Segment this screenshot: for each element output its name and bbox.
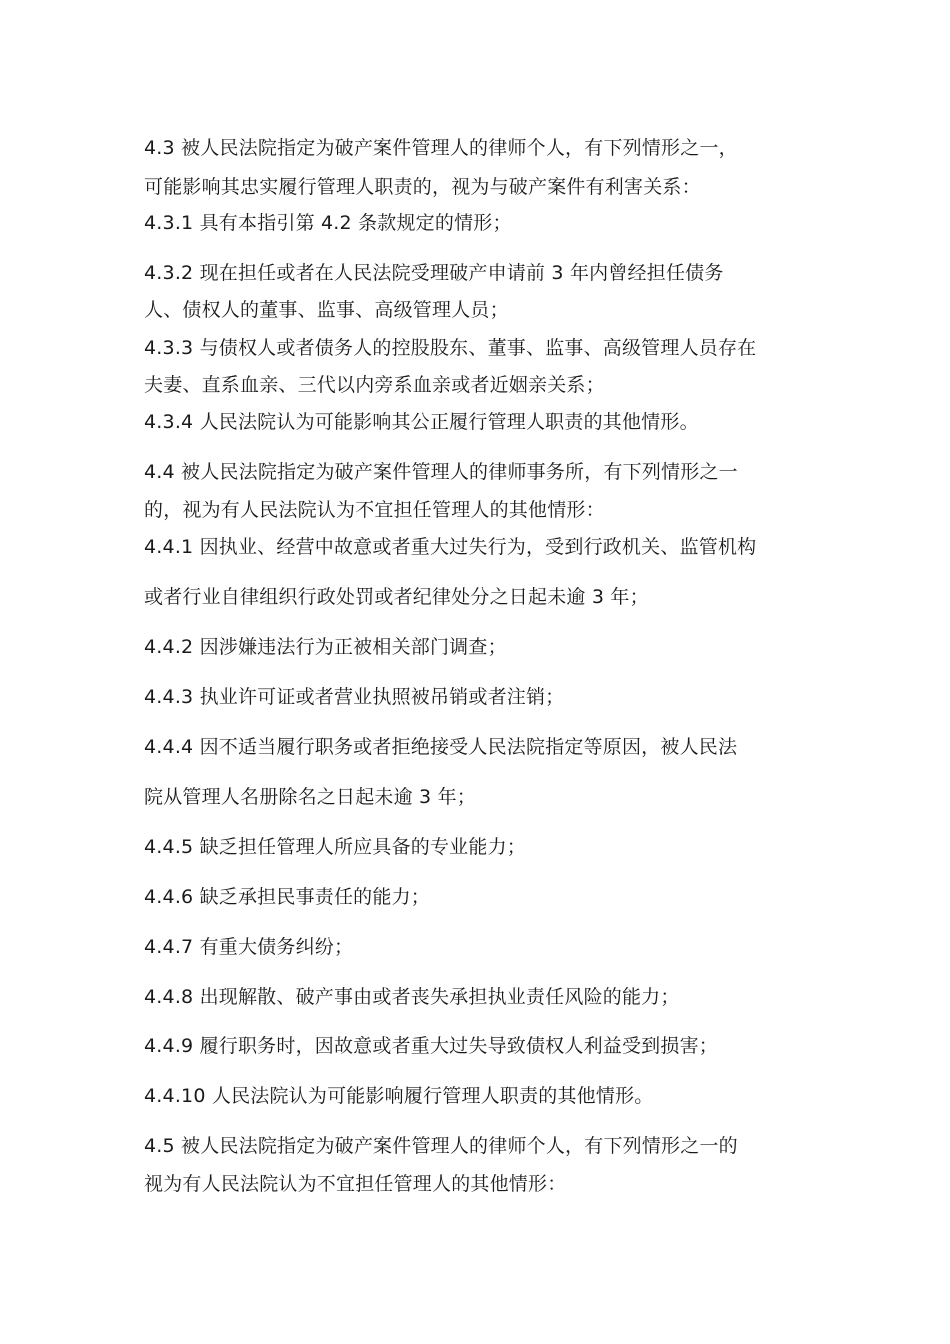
paragraph-line: 4.4.1 因执业、经营中故意或者重大过失行为，受到行政机关、监管机构 — [144, 536, 757, 558]
paragraph-line: 4.4.4 因不适当履行职务或者拒绝接受人民法院指定等原因，被人民法 — [144, 736, 738, 758]
paragraph-line: 4.4.9 履行职务时，因故意或者重大过失导致债权人利益受到损害； — [144, 1035, 718, 1057]
paragraph-line: 4.4.7 有重大债务纠纷； — [144, 936, 354, 958]
paragraph-line: 人、债权人的董事、监事、高级管理人员； — [144, 299, 509, 321]
paragraph-line: 视为有人民法院认为不宜担任管理人的其他情形： — [144, 1173, 567, 1195]
paragraph-line: 4.4.8 出现解散、破产事由或者丧失承担执业责任风险的能力； — [144, 986, 680, 1008]
paragraph-line: 的，视为有人民法院认为不宜担任管理人的其他情形： — [144, 499, 605, 521]
paragraph-line: 4.4.5 缺乏担任管理人所应具备的专业能力； — [144, 836, 526, 858]
paragraph-line: 4.3.2 现在担任或者在人民法院受理破产申请前 3 年内曾经担任债务 — [144, 262, 724, 284]
paragraph-line: 4.3.4 人民法院认为可能影响其公正履行管理人职责的其他情形。 — [144, 411, 699, 433]
paragraph-line: 夫妻、直系血亲、三代以内旁系血亲或者近姻亲关系； — [144, 374, 605, 396]
paragraph-line: 4.3.1 具有本指引第 4.2 条款规定的情形； — [144, 212, 512, 234]
paragraph-line: 院从管理人名册除名之日起未逾 3 年； — [144, 786, 476, 808]
paragraph-line: 可能影响其忠实履行管理人职责的，视为与破产案件有利害关系： — [144, 176, 701, 198]
paragraph-line: 4.4.10 人民法院认为可能影响履行管理人职责的其他情形。 — [144, 1085, 654, 1107]
paragraph-line: 4.5 被人民法院指定为破产案件管理人的律师个人，有下列情形之一的 — [144, 1135, 738, 1157]
paragraph-line: 4.4.6 缺乏承担民事责任的能力； — [144, 886, 430, 908]
paragraph-line: 4.4 被人民法院指定为破产案件管理人的律师事务所，有下列情形之一 — [144, 461, 738, 483]
paragraph-line: 4.4.3 执业许可证或者营业执照被吊销或者注销； — [144, 686, 565, 708]
paragraph-line: 4.3.3 与债权人或者债务人的控股股东、董事、监事、高级管理人员存在 — [144, 337, 757, 359]
paragraph-line: 或者行业自律组织行政处罚或者纪律处分之日起未逾 3 年； — [144, 586, 649, 608]
paragraph-line: 4.3 被人民法院指定为破产案件管理人的律师个人，有下列情形之一， — [144, 137, 738, 159]
paragraph-line: 4.4.2 因涉嫌违法行为正被相关部门调查； — [144, 636, 507, 658]
